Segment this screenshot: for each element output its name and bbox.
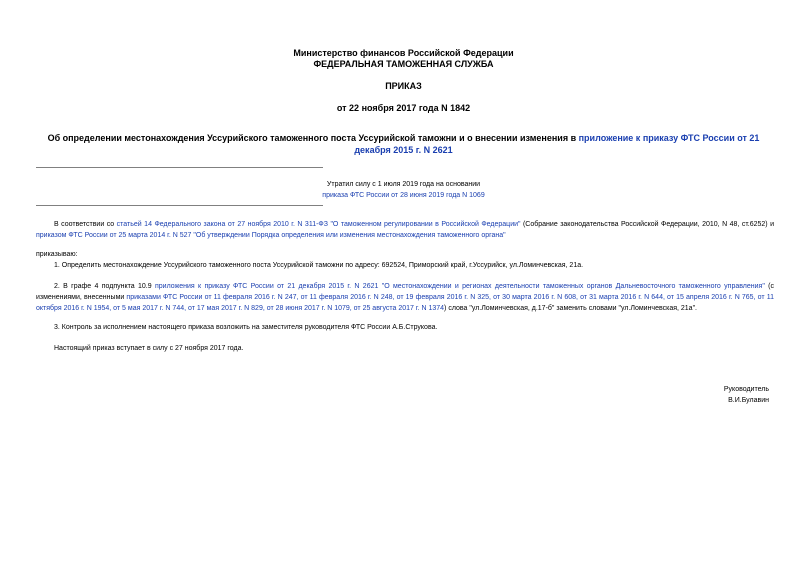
item-2: [36, 281, 774, 314]
effective-date: Настоящий приказ вступает в силу с 27 ноября 2017 года.: [54, 345, 244, 352]
signature-role: Руководитель: [723, 386, 769, 393]
status-link[interactable]: приказа ФТС России от 28 июня 2019 года N 1069: [322, 192, 485, 199]
item-1: 1. Определить местонахождение Уссурийского таможенного поста Уссурийской таможни по адресу: 692524, Приморский край, г.Уссурийск, ул.Ломинчевская, 21а.: [54, 262, 584, 269]
title-link[interactable]: приложение к приказу ФТС России от 21 декабря 2015 г. N 2621: [354, 133, 760, 155]
preamble-link-law[interactable]: статьей 14 Федерального закона от 27 ноября 2010 г. N 311-ФЗ "О таможенном регулировании в Российской Федерации": [116, 221, 521, 228]
item-2-text-1: 2. В графе 4 подпункта 10.9: [54, 283, 155, 290]
divider-bottom: [36, 205, 323, 206]
document-type: ПРИКАЗ: [385, 81, 422, 91]
item-2-text-3: ) слова "ул.Ломинчевская, д.17-б" заменить словами "ул.Ломинчевская, 21а".: [444, 305, 698, 312]
preamble-text-1: В соответствии со: [54, 221, 117, 228]
item-3: 3. Контроль за исполнением настоящего приказа возложить на заместителя руководителя ФТС России А.Б.Струкова.: [54, 324, 438, 331]
signature-name: В.И.Булавин: [728, 397, 769, 404]
ministry-name: Министерство финансов Российской Федерации: [293, 48, 514, 58]
divider-top: [36, 167, 323, 168]
preamble-link-order[interactable]: приказом ФТС России от 25 марта 2014 г. N 527 "Об утверждении Порядка определения или изменения местонахождения таможенного органа": [36, 232, 506, 239]
item-2-text-2: (с изменениями, внесенными: [36, 283, 774, 301]
title-text: Об определении местонахождения Уссурийского таможенного поста Уссурийской таможни и о внесении изменения в: [47, 133, 579, 143]
item-2-link-orders[interactable]: приказами ФТС России от 11 февраля 2016 г. N 247, от 11 февраля 2016 г. N 248, от 19 февраля 2016 г. N 325, от 30 марта 2016 г. N 608, от 31 марта 2016 г. N 644, от 15 апреля 2016 г. N 765, от 11 октября 2016 г. N 1954, от 5 мая 2017 г. N 744, от 17 мая 2017 г. N 829, от 28 июня 2017 г. N 1079, от 25 августа 2017 г. N 1374: [36, 294, 774, 312]
service-name: ФЕДЕРАЛЬНАЯ ТАМОЖЕННАЯ СЛУЖБА: [313, 59, 494, 69]
document-date-number: от 22 ноября 2017 года N 1842: [336, 103, 471, 113]
order-word: приказываю:: [36, 251, 78, 258]
preamble-paragraph: [36, 219, 774, 241]
item-2-link-appendix[interactable]: приложения к приказу ФТС России от 21 декабря 2015 г. N 2621 "О местонахождении и регионах деятельности таможенных органов Дальневосточного таможенного управления": [155, 283, 765, 290]
preamble-text-2: (Собрание законодательства Российской Федерации, 2010, N 48, ст.6252) и: [520, 221, 774, 228]
document-title: [30, 132, 777, 156]
status-line: Утратил силу с 1 июля 2019 года на основании: [326, 181, 481, 188]
